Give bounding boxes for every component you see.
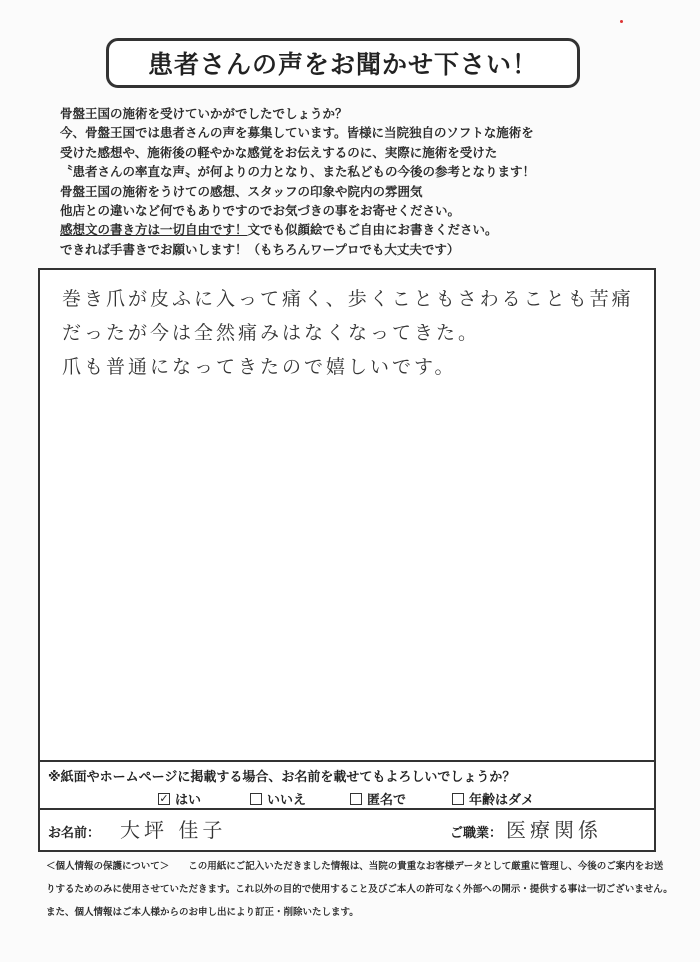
intro-text [60, 104, 660, 259]
option-no-label: いいえ [267, 793, 307, 808]
option-no[interactable] [250, 789, 306, 808]
intro-line: 骨盤王国の施術を受けていかがでしたでしょうか？ [60, 106, 348, 121]
checkbox-anonymous[interactable] [350, 793, 362, 805]
name-job-row [40, 810, 654, 850]
privacy-line: また、個人情報はご本人様からのお申し出により訂正・削除いたします。 [46, 907, 359, 918]
intro-line-rest: 文でも似顔絵でもご自由にお書きください。 [247, 222, 498, 238]
intro-line: 骨盤王国の施術をうけての感想、スタッフの印象や院内の雰囲気 [60, 183, 423, 199]
intro-line: 他店との違いなど何でもありですのでお気づきの事をお寄せください。 [60, 202, 461, 218]
option-anonymous[interactable] [350, 789, 406, 808]
option-anonymous-label: 匿名で [367, 793, 407, 808]
handwritten-comment [62, 282, 642, 384]
comment-line: 爪も普通になってきたので嬉しいです。 [62, 356, 457, 378]
intro-line: 受けた感想や、施術後の軽やかな感覚をお伝えするのに、実際に施術を受けた [60, 144, 498, 160]
checkbox-no-age[interactable] [452, 793, 464, 805]
page-title: 患者さんの声をお聞かせ下さい！ [147, 50, 538, 79]
name-value: 大坪 佳子 [120, 818, 227, 842]
privacy-line: ＜個人情報の保護について＞ この用紙にご記入いただきました情報は、当院の貴重なお客様データとして厳重に管理し、今後のご案内をお送 [46, 861, 664, 872]
comment-line: 巻き爪が皮ふに入って痛く、歩くこともさわることも苦痛 [62, 288, 634, 310]
intro-line: できれば手書きでお願いします！（もちろんワープロでも大丈夫です） [60, 241, 460, 257]
intro-line: 今、骨盤王国では患者さんの声を募集しています。皆様に当院独自のソフトな施術を [60, 125, 534, 141]
checkbox-yes[interactable]: ✓ [159, 792, 169, 805]
option-no-age[interactable] [452, 789, 534, 808]
privacy-notice [46, 855, 673, 924]
option-no-age-label: 年齢はダメ [469, 793, 535, 808]
consent-question: ※紙面やホームページに掲載する場合、お名前を載せてもよろしいでしょうか？ [48, 770, 516, 785]
consent-section [40, 760, 654, 810]
privacy-line: りするためのみに使用させていただきます。これ以外の目的で使用すること及びご本人の許可なく外部への開示・提供する事は一切ございません。 [46, 884, 673, 895]
option-yes[interactable] [158, 789, 201, 808]
job-value: 医療関係 [506, 818, 602, 842]
intro-line: 〝患者さんの率直な声〟が何よりの力となり、また私どもの今後の参考となります！ [60, 164, 536, 180]
job-label: ご職業： [450, 826, 503, 841]
intro-emphasis: 感想文の書き方は一切自由です！ [60, 222, 248, 238]
title-box [106, 38, 580, 88]
intro-line [60, 220, 660, 239]
name-label: お名前： [48, 826, 101, 841]
option-yes-label: はい [175, 793, 202, 808]
ink-mark [620, 20, 623, 23]
checkbox-no[interactable] [250, 793, 262, 805]
comment-line: だったが今は全然痛みはなくなってきた。 [62, 322, 481, 344]
